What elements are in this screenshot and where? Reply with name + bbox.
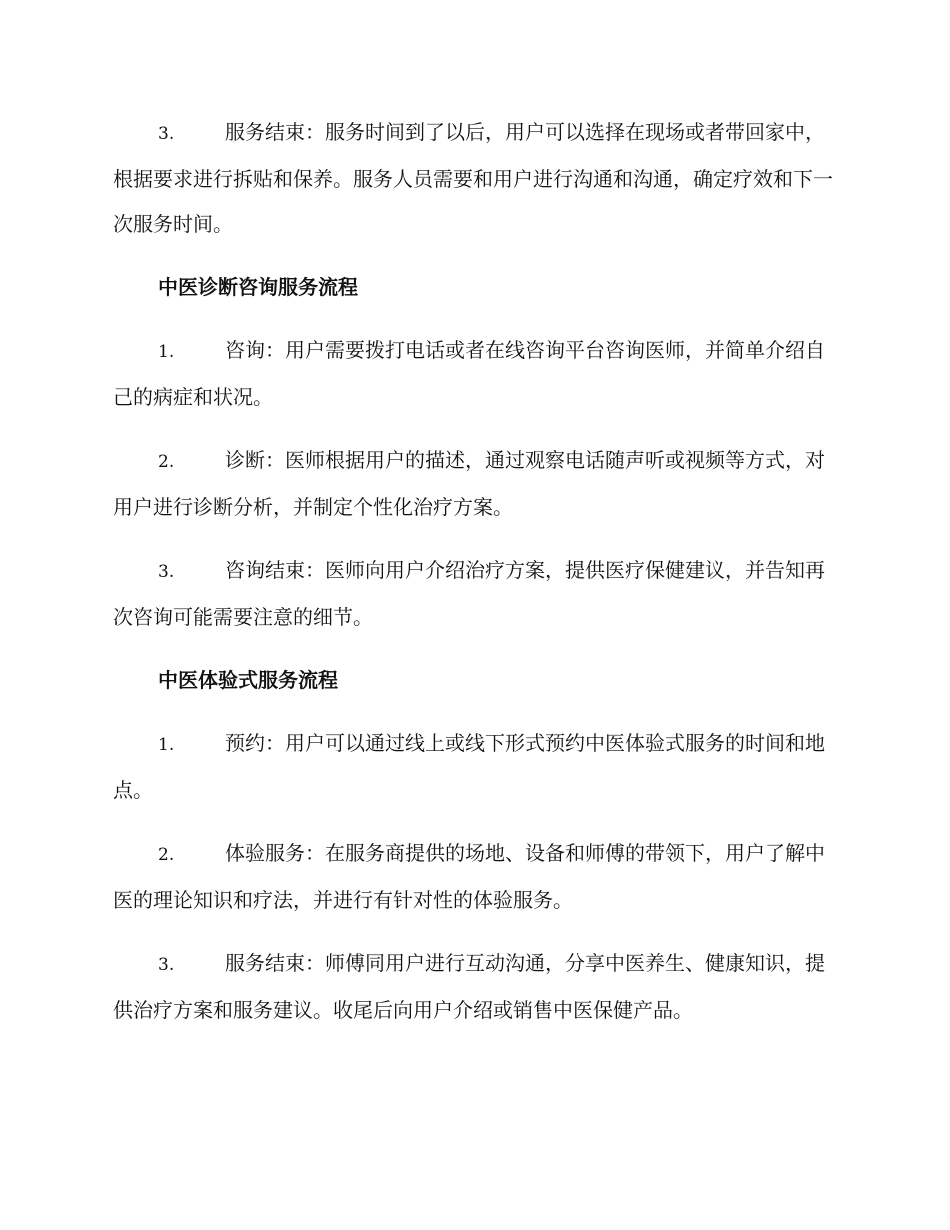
- list-item: [113, 438, 833, 530]
- section-heading-experience: 中医体验式服务流程: [158, 668, 338, 692]
- list-item: [113, 328, 833, 420]
- list-item: [113, 831, 833, 923]
- list-item-number: 3.: [158, 955, 175, 975]
- list-item-number: 2.: [158, 845, 175, 865]
- list-item-number: 1.: [158, 342, 175, 362]
- list-item-text: 体验服务：在服务商提供的场地、设备和师傅的带领下，用户了解中医的理论知识和疗法，并进行有针对性的体验服务。: [113, 841, 825, 912]
- list-item-number: 1.: [158, 735, 175, 755]
- list-item: [113, 941, 833, 1033]
- list-item: [113, 548, 833, 640]
- list-item: [113, 110, 833, 247]
- section-heading-diagnosis: 中医诊断咨询服务流程: [158, 275, 358, 299]
- list-item-number: 3.: [158, 562, 175, 582]
- list-item-number: 2.: [158, 452, 175, 472]
- list-item-text: 咨询结束：医师向用户介绍治疗方案，提供医疗保健建议，并告知再次咨询可能需要注意的细节。: [113, 558, 825, 629]
- list-item-text: 预约：用户可以通过线上或线下形式预约中医体验式服务的时间和地点。: [113, 731, 825, 802]
- list-item-number: 3.: [158, 124, 175, 144]
- list-item-text: 服务结束：服务时间到了以后，用户可以选择在现场或者带回家中，根据要求进行拆贴和保养。服务人员需要和用户进行沟通和沟通，确定疗效和下一次服务时间。: [113, 120, 833, 236]
- list-item-text: 诊断：医师根据用户的描述，通过观察电话随声听或视频等方式，对用户进行诊断分析，并制定个性化治疗方案。: [113, 448, 825, 519]
- document-body: [113, 110, 833, 1051]
- list-item: [113, 721, 833, 813]
- list-item-text: 服务结束：师傅同用户进行互动沟通，分享中医养生、健康知识，提供治疗方案和服务建议。收尾后向用户介绍或销售中医保健产品。: [113, 951, 825, 1022]
- list-item-text: 咨询：用户需要拨打电话或者在线咨询平台咨询医师，并简单介绍自己的病症和状况。: [113, 338, 825, 409]
